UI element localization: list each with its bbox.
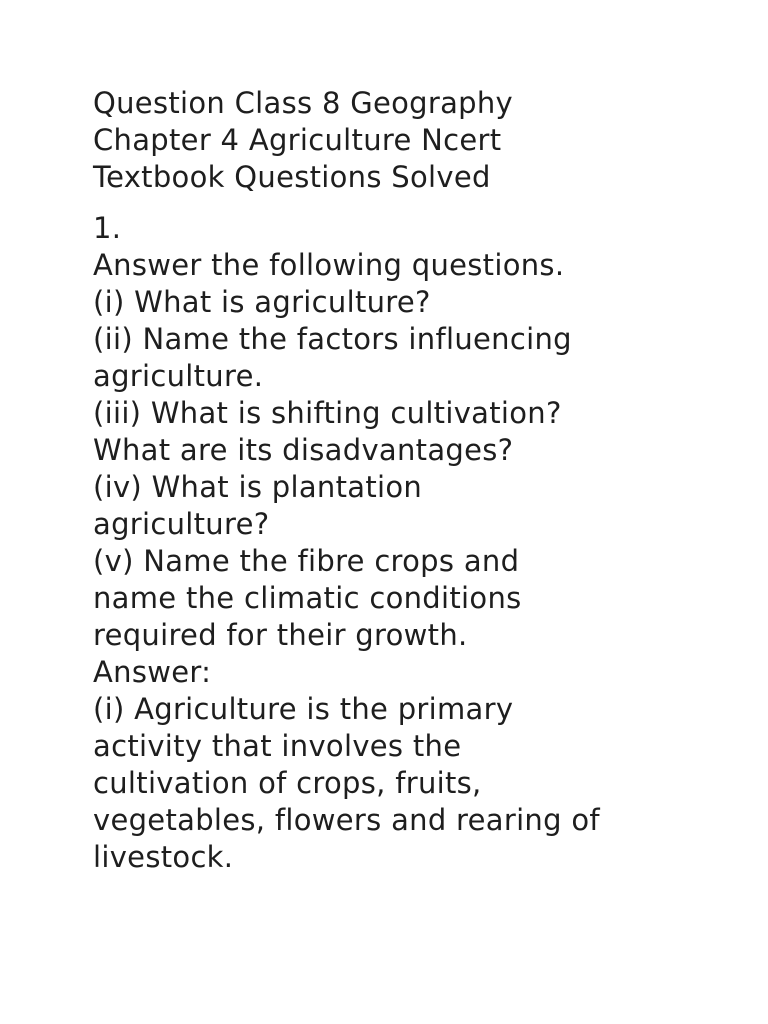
answer-line: vegetables, flowers and rearing of bbox=[93, 803, 600, 837]
document-title bbox=[93, 85, 723, 196]
title-line: Textbook Questions Solved bbox=[93, 160, 491, 194]
document-body bbox=[93, 210, 723, 876]
answer-heading: Answer: bbox=[93, 655, 212, 689]
question-line: (ii) Name the factors influencing bbox=[93, 322, 572, 356]
question-line: What are its disadvantages? bbox=[93, 433, 514, 467]
question-line: (i) What is agriculture? bbox=[93, 285, 431, 319]
question-line: name the climatic conditions bbox=[93, 581, 522, 615]
title-line: Question Class 8 Geography bbox=[93, 86, 514, 120]
question-line: required for their growth. bbox=[93, 618, 468, 652]
question-line: (iv) What is plantation bbox=[93, 470, 423, 504]
instruction-line: Answer the following questions. bbox=[93, 248, 565, 282]
question-line: agriculture. bbox=[93, 359, 264, 393]
question-number: 1. bbox=[93, 211, 122, 245]
answer-line: cultivation of crops, fruits, bbox=[93, 766, 482, 800]
question-line: (v) Name the fibre crops and bbox=[93, 544, 520, 578]
answer-line: activity that involves the bbox=[93, 729, 462, 763]
document-page bbox=[93, 85, 723, 876]
title-line: Chapter 4 Agriculture Ncert bbox=[93, 123, 502, 157]
answer-line: (i) Agriculture is the primary bbox=[93, 692, 514, 726]
question-line: (iii) What is shifting cultivation? bbox=[93, 396, 562, 430]
answer-line: livestock. bbox=[93, 840, 234, 874]
question-line: agriculture? bbox=[93, 507, 270, 541]
